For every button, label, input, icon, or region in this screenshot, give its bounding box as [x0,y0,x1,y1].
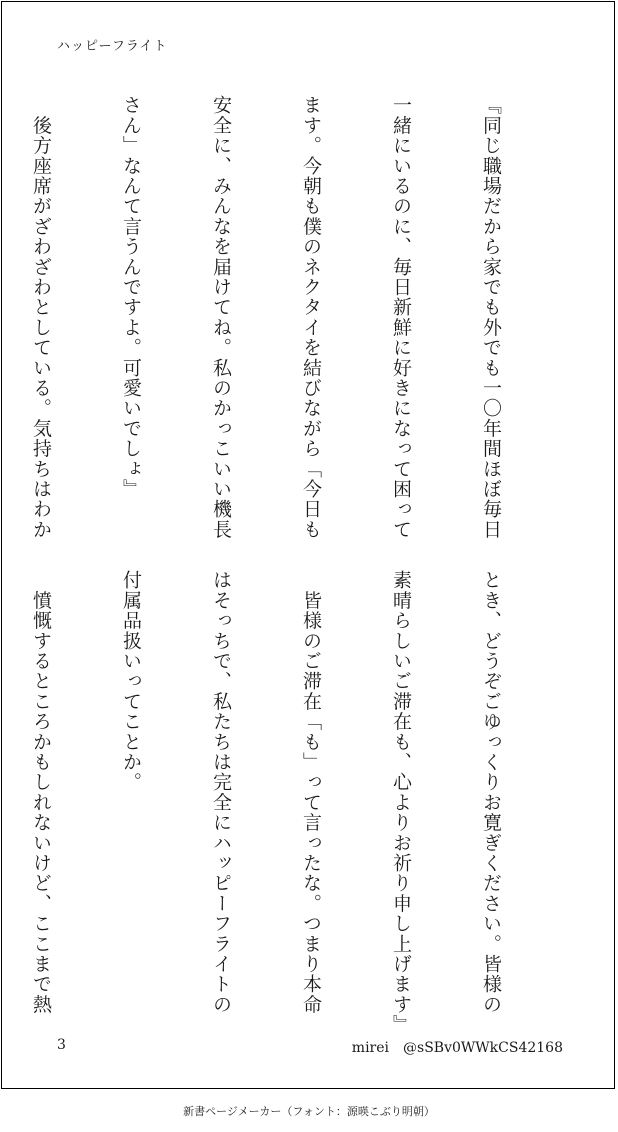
footer-credit: 新書ページメーカー（フォント：源暎こぶり明朝） [183,1105,435,1118]
page-number: 3 [57,1037,66,1053]
text-line: 『同じ職場だから家でも外でも一〇年間ほぼ毎日 [480,95,502,540]
text-line: 憤慨するところかもしれないけど、ここまで熱 [30,570,52,1015]
text-line: とき、どうぞごゆっくりお寛ぎください。皆様の [480,570,502,1015]
body-text-top [0,95,566,540]
text-line: 安全に、みんなを届けてね。私のかっこいい機長 [210,95,232,540]
page-title: ハッピーフライト [57,39,168,54]
author-handle: mirei @sSBv0WWkCS42168 [351,1040,563,1056]
text-line: はそっちで、私たちは完全にハッピーフライトの [210,570,232,1015]
text-line: 一緒にいるのに、毎日新鮮に好きになって困って [390,95,412,540]
text-line: ます。今朝も僕のネクタイを結びながら「今日も [300,95,322,540]
text-line: 付属品扱いってことか。 [120,570,142,793]
text-line: 素晴らしいご滞在も、心よりお祈り申し上げます』 [390,570,412,1035]
body-text-bottom [0,570,566,1035]
text-line: さん」なんて言うんですよ。可愛いでしょ』 [120,95,142,499]
text-line: 皆様のご滞在「も」って言ったな。つまり本命 [300,570,322,1015]
text-line: 後方座席がざわざわとしている。気持ちはわか [30,95,52,540]
